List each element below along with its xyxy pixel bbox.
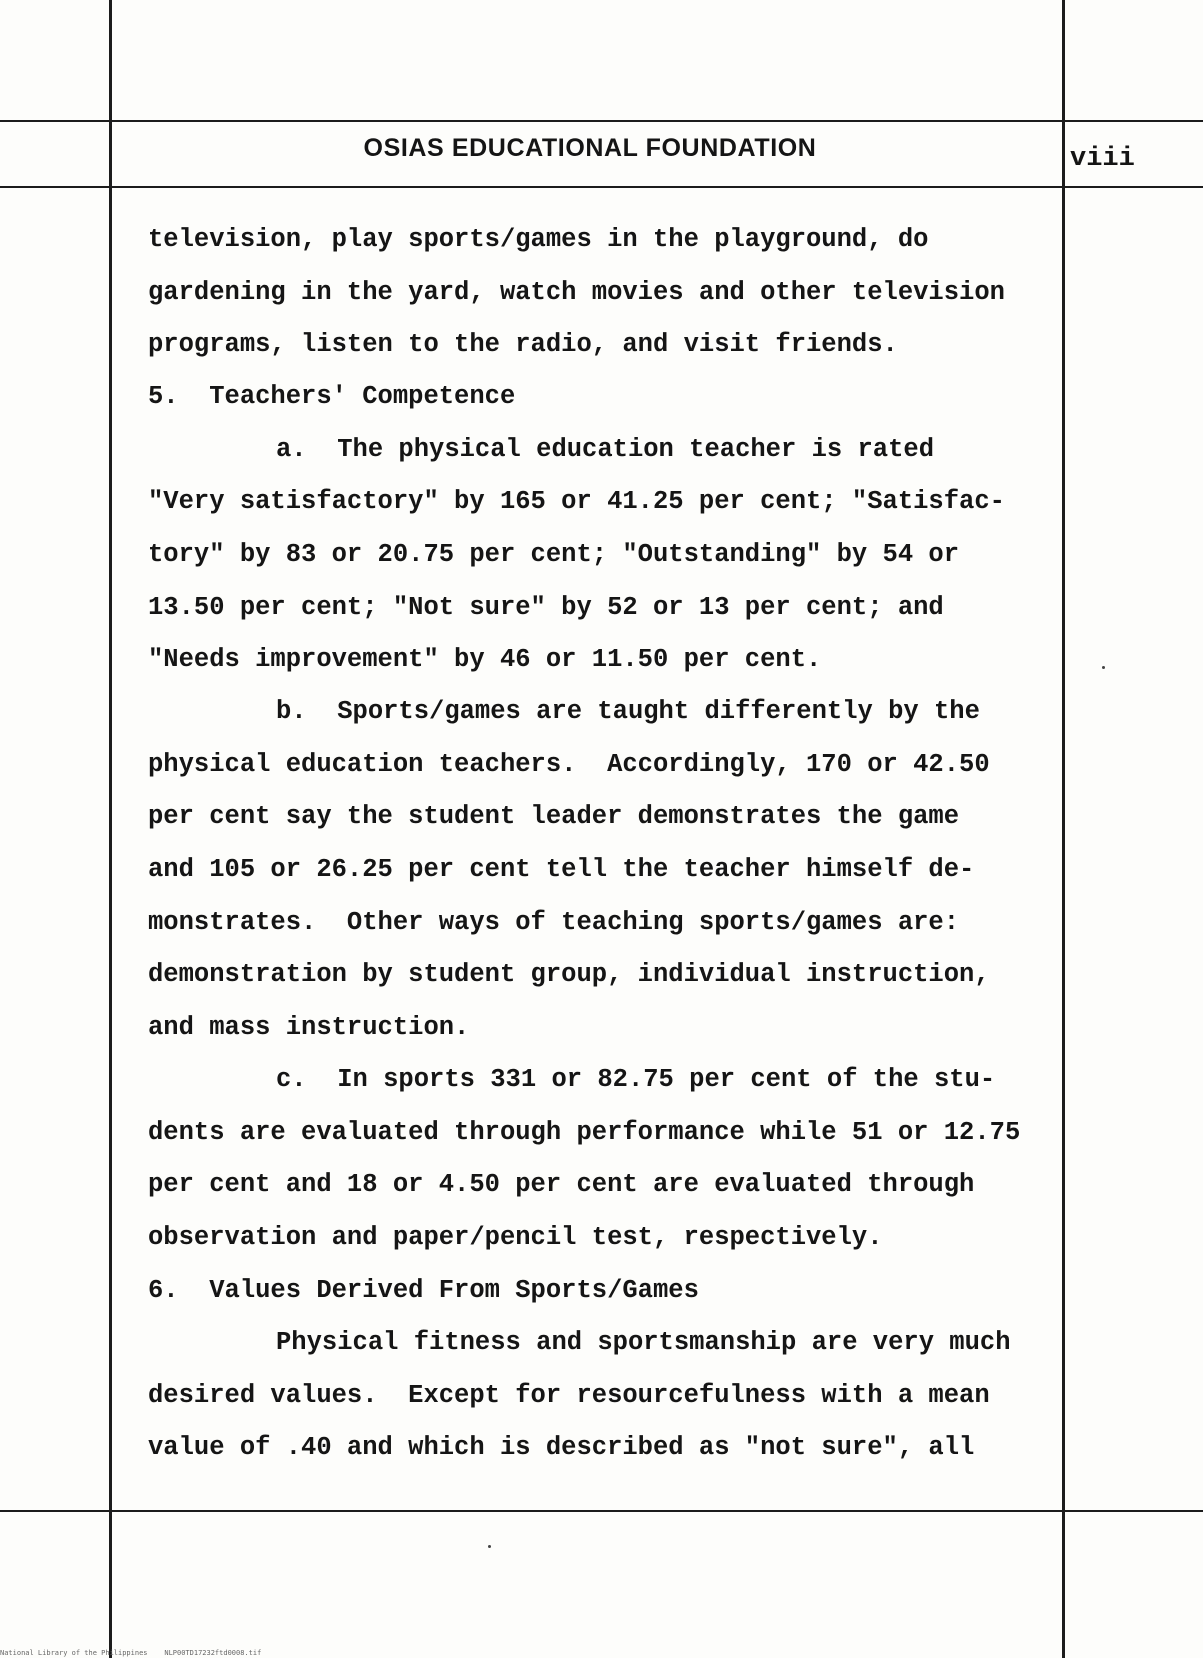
header-title: OSIAS EDUCATIONAL FOUNDATION (363, 134, 817, 162)
left-vertical-rule (109, 0, 112, 1658)
text-line: value of .40 and which is described as "not sure", all (148, 1433, 975, 1462)
text-line: monstrates. Other ways of teaching sports/games are: (148, 908, 960, 937)
text-line: per cent say the student leader demonstrates the game (148, 802, 960, 831)
text-line: "Needs improvement" by 46 or 11.50 per cent. (148, 645, 822, 674)
text-line: and mass instruction. (148, 1013, 470, 1042)
right-vertical-rule (1062, 0, 1065, 1658)
text-line: television, play sports/games in the playground, do (148, 225, 929, 254)
text-line: gardening in the yard, watch movies and other television (148, 278, 1005, 307)
text-line: "Very satisfactory" by 165 or 41.25 per cent; "Satisfac- (148, 487, 1005, 516)
section-heading-5: 5. Teachers' Competence (148, 382, 516, 411)
header-bottom-rule (0, 186, 1203, 188)
header-top-rule (0, 120, 1203, 122)
text-line: Physical fitness and sportsmanship are very much (276, 1328, 1011, 1357)
page-number: viii (1070, 144, 1135, 174)
scan-credit: National Library of the Philippines NLP00TD17232ftd0008.tif (0, 1649, 262, 1657)
text-line: a. The physical education teacher is rated (276, 435, 935, 464)
speck (488, 1545, 491, 1548)
text-line: dents are evaluated through performance while 51 or 12.75 (148, 1118, 1021, 1147)
footer-rule (0, 1510, 1203, 1512)
section-heading-6: 6. Values Derived From Sports/Games (148, 1276, 699, 1305)
text-line: demonstration by student group, individual instruction, (148, 960, 990, 989)
text-line: b. Sports/games are taught differently by the (276, 697, 980, 726)
speck (1102, 666, 1105, 669)
text-line: per cent and 18 or 4.50 per cent are evaluated through (148, 1170, 975, 1199)
text-line: 13.50 per cent; "Not sure" by 52 or 13 per cent; and (148, 593, 944, 622)
text-line: tory" by 83 or 20.75 per cent; "Outstanding" by 54 or (148, 540, 960, 569)
text-line: programs, listen to the radio, and visit friends. (148, 330, 898, 359)
text-line: physical education teachers. Accordingly, 170 or 42.50 (148, 750, 990, 779)
text-line: and 105 or 26.25 per cent tell the teacher himself de- (148, 855, 975, 884)
text-line: observation and paper/pencil test, respectively. (148, 1223, 883, 1252)
text-line: desired values. Except for resourcefulness with a mean (148, 1381, 990, 1410)
text-line: c. In sports 331 or 82.75 per cent of the stu- (276, 1065, 996, 1094)
